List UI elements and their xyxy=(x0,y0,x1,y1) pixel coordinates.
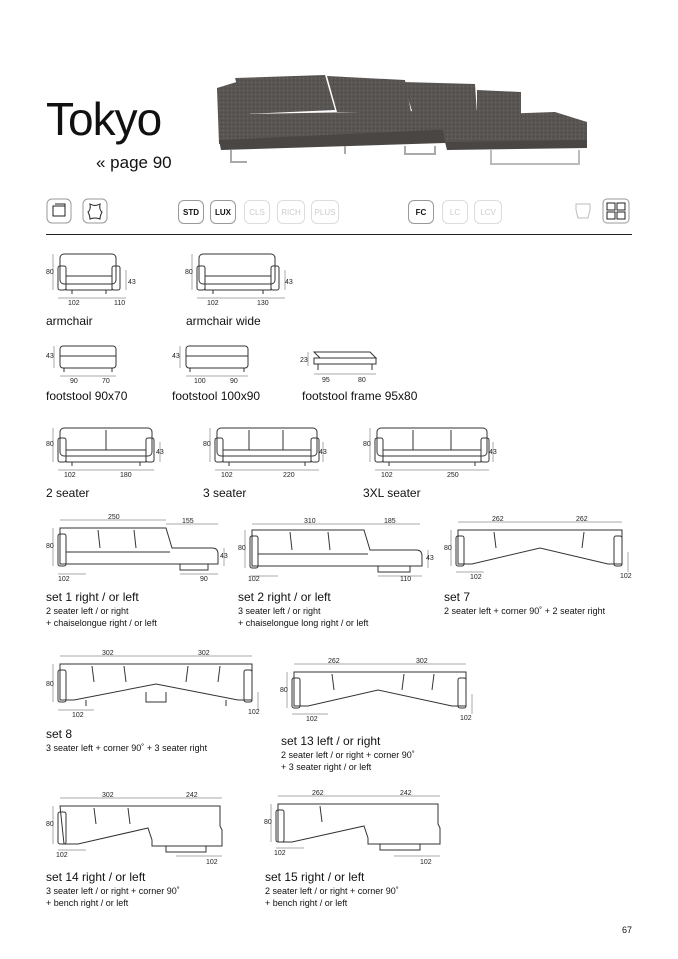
set-13-desc-line-2: + 3 seater right / or left xyxy=(281,762,372,772)
footstool-frame-drawing xyxy=(300,344,384,389)
label-set-13: set 13 left / or right xyxy=(281,734,381,748)
dimension-label: 262 xyxy=(312,790,324,797)
dimension-label: 23 xyxy=(300,357,308,364)
dimension-label: 80 xyxy=(363,441,371,448)
page-number: 67 xyxy=(621,925,632,935)
label-armchair: armchair xyxy=(46,314,93,328)
dimension-label: 130 xyxy=(257,300,269,306)
badge-plus: PLUS xyxy=(311,200,339,224)
dimension-label: 102 xyxy=(248,709,260,716)
dim-seat-height: 43 xyxy=(128,279,136,286)
dimension-label: 242 xyxy=(400,790,412,797)
label-footstool-100x90: footstool 100x90 xyxy=(172,389,261,403)
dimension-label: 43 xyxy=(319,449,327,456)
page-title: Tokyo xyxy=(46,93,162,145)
dimension-label: 302 xyxy=(416,658,428,665)
badge-rich: RICH xyxy=(277,200,305,224)
configurations-icon xyxy=(602,198,630,224)
dimension-label: 100 xyxy=(194,378,206,384)
badge-lux: LUX xyxy=(210,200,236,224)
label-footstool-90x70: footstool 90x70 xyxy=(46,389,128,403)
label-2-seater: 2 seater xyxy=(46,486,90,500)
dimension-label: 80 xyxy=(238,545,246,552)
chair-icon xyxy=(570,198,596,224)
2-seater-drawing xyxy=(46,420,172,483)
dimension-label: 43 xyxy=(285,279,293,286)
feature-icon-row xyxy=(46,196,631,226)
dimension-label: 102 xyxy=(274,850,286,857)
footstool-90x70-drawing xyxy=(46,340,126,389)
dimension-label: 95 xyxy=(322,377,330,384)
dimension-label: 302 xyxy=(198,650,210,657)
set-8-drawing xyxy=(46,648,266,727)
leather-icon xyxy=(82,198,108,224)
dimension-label: 102 xyxy=(248,576,260,582)
armchair-drawing xyxy=(46,244,136,311)
dimension-label: 102 xyxy=(206,859,218,866)
label-3-seater: 3 seater xyxy=(203,486,247,500)
dimension-label: 90 xyxy=(230,378,238,384)
set-7-desc-line-1: 2 seater left + corner 90˚ + 2 seater right xyxy=(444,606,606,616)
set-13-desc-line-1: 2 seater left / or right + corner 90˚ xyxy=(281,750,415,760)
dimension-label: 43 xyxy=(172,353,180,360)
dimension-label: 242 xyxy=(186,792,198,799)
dimension-label: 102 xyxy=(64,472,76,478)
dimension-label: 102 xyxy=(72,712,84,719)
dimension-label: 185 xyxy=(384,518,396,525)
dimension-label: 262 xyxy=(328,658,340,665)
dimension-label: 262 xyxy=(492,516,504,523)
dim-depth: 102 xyxy=(68,300,80,306)
dimension-label: 80 xyxy=(185,269,193,276)
dimension-label: 102 xyxy=(460,715,472,722)
dimension-label: 180 xyxy=(120,472,132,478)
set-15-drawing xyxy=(264,786,450,871)
dim-height: 80 xyxy=(46,269,54,276)
set-2-desc-line-1: 3 seater left / or right xyxy=(238,606,321,616)
dimension-label: 80 xyxy=(46,441,54,448)
section-divider xyxy=(46,234,632,235)
dimension-label: 220 xyxy=(283,472,295,478)
label-set-14: set 14 right / or left xyxy=(46,870,146,884)
page-reference: « page 90 xyxy=(96,153,172,172)
dimension-label: 43 xyxy=(46,353,54,360)
dimension-label: 102 xyxy=(470,574,482,581)
armchair-wide-drawing xyxy=(185,244,295,311)
label-footstool-frame: footstool frame 95x80 xyxy=(302,389,418,403)
label-set-7: set 7 xyxy=(444,590,471,604)
dimension-label: 110 xyxy=(400,576,412,582)
set-1-desc-line-2: + chaiselongue right / or left xyxy=(46,618,157,628)
badge-lcv: LCV xyxy=(474,200,502,224)
dimension-label: 250 xyxy=(447,472,459,478)
dimension-label: 80 xyxy=(358,377,366,384)
3xl-seater-drawing xyxy=(363,420,503,483)
fabric-icon xyxy=(46,198,72,224)
dimension-label: 310 xyxy=(304,518,316,525)
dimension-label: 43 xyxy=(426,555,434,562)
badge-lc: LC xyxy=(442,200,468,224)
dimension-label: 80 xyxy=(46,821,54,828)
label-set-15: set 15 right / or left xyxy=(265,870,365,884)
set-7-drawing xyxy=(444,512,634,587)
dimension-label: 80 xyxy=(444,545,452,552)
dimension-label: 80 xyxy=(203,441,211,448)
set-14-desc-line-1: 3 seater left / or right + corner 90˚ xyxy=(46,886,180,896)
dimension-label: 102 xyxy=(381,472,393,478)
dimension-label: 155 xyxy=(182,518,194,525)
badge-cls: CLS xyxy=(244,200,270,224)
dimension-label: 102 xyxy=(420,859,432,866)
dimension-label: 102 xyxy=(58,576,70,582)
set-8-desc-line-1: 3 seater left + corner 90˚ + 3 seater right xyxy=(46,743,208,753)
hero-sofa-image xyxy=(215,70,591,170)
dimension-label: 302 xyxy=(102,792,114,799)
label-set-8: set 8 xyxy=(46,727,73,741)
dimension-label: 70 xyxy=(102,378,110,384)
dimension-label: 90 xyxy=(70,378,78,384)
dimension-label: 102 xyxy=(207,300,219,306)
dimension-label: 43 xyxy=(489,449,497,456)
dimension-label: 80 xyxy=(46,681,54,688)
label-3xl-seater: 3XL seater xyxy=(363,486,421,500)
set-2-drawing xyxy=(238,512,438,587)
set-15-desc-line-1: 2 seater left / or right + corner 90˚ xyxy=(265,886,399,896)
dimension-label: 250 xyxy=(108,514,120,521)
label-set-2: set 2 right / or left xyxy=(238,590,331,604)
dimension-label: 43 xyxy=(156,449,164,456)
dim-width: 110 xyxy=(114,300,126,306)
set-2-desc-line-2: + chaiselongue long right / or left xyxy=(238,618,369,628)
set-13-drawing xyxy=(280,654,480,731)
set-1-drawing xyxy=(46,512,232,587)
badge-fc: FC xyxy=(408,200,434,224)
set-1-desc-line-1: 2 seater left / or right xyxy=(46,606,129,616)
dimension-label: 102 xyxy=(306,716,318,723)
badge-std: STD xyxy=(178,200,204,224)
3-seater-drawing xyxy=(203,420,333,483)
label-set-1: set 1 right / or left xyxy=(46,590,139,604)
dimension-label: 302 xyxy=(102,650,114,657)
dimension-label: 262 xyxy=(576,516,588,523)
dimension-label: 102 xyxy=(221,472,233,478)
dimension-label: 80 xyxy=(264,819,272,826)
dimension-label: 90 xyxy=(200,576,208,582)
dimension-label: 102 xyxy=(620,573,632,580)
set-14-drawing xyxy=(46,788,236,871)
dimension-label: 43 xyxy=(220,553,228,560)
footstool-100x90-drawing xyxy=(172,340,256,389)
dimension-label: 80 xyxy=(280,687,288,694)
label-armchair-wide: armchair wide xyxy=(186,314,261,328)
dimension-label: 102 xyxy=(56,852,68,859)
dimension-label: 80 xyxy=(46,543,54,550)
set-14-desc-line-2: + bench right / or left xyxy=(46,898,129,908)
set-15-desc-line-2: + bench right / or left xyxy=(265,898,348,908)
